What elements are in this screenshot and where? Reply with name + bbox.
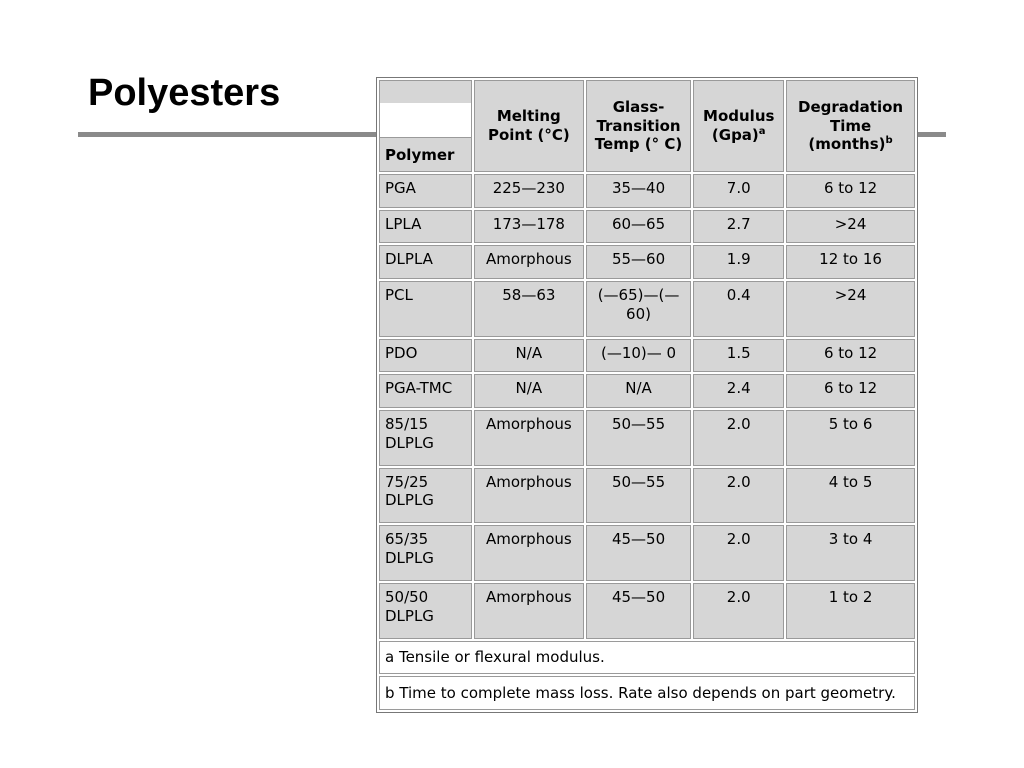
cell-melting: Amorphous (474, 245, 584, 279)
cell-melting: Amorphous (474, 583, 584, 639)
cell-melting: Amorphous (474, 410, 584, 466)
cell-melting: 173—178 (474, 210, 584, 244)
polyester-table-container (376, 77, 918, 713)
table-row (379, 174, 915, 208)
cell-modulus: 7.0 (693, 174, 784, 208)
header-glass-transition: Glass-Transition Temp (° C) (586, 80, 692, 172)
header-blank-cell (380, 103, 471, 138)
cell-glass: 35—40 (586, 174, 692, 208)
cell-polymer: PDO (379, 339, 472, 373)
cell-degradation: 3 to 4 (786, 525, 915, 581)
cell-melting: 225—230 (474, 174, 584, 208)
table-row (379, 525, 915, 581)
cell-modulus: 0.4 (693, 281, 784, 337)
header-degradation-time (786, 80, 915, 172)
cell-glass: 55—60 (586, 245, 692, 279)
cell-polymer: DLPLA (379, 245, 472, 279)
footnote-row (379, 641, 915, 675)
cell-degradation: 6 to 12 (786, 174, 915, 208)
slide-title: Polyesters (88, 72, 281, 114)
table-row (379, 245, 915, 279)
cell-polymer: 85/15 DLPLG (379, 410, 472, 466)
header-polymer (379, 80, 472, 172)
table-row (379, 281, 915, 337)
cell-glass: 45—50 (586, 583, 692, 639)
cell-degradation: >24 (786, 210, 915, 244)
cell-degradation: 4 to 5 (786, 468, 915, 524)
table-row (379, 468, 915, 524)
table-row (379, 410, 915, 466)
cell-polymer: 50/50 DLPLG (379, 583, 472, 639)
cell-polymer: 65/35 DLPLG (379, 525, 472, 581)
header-degradation-footnote: b (885, 135, 893, 147)
cell-melting: 58—63 (474, 281, 584, 337)
cell-glass: N/A (586, 374, 692, 408)
table-body (379, 174, 915, 710)
cell-melting: Amorphous (474, 525, 584, 581)
cell-degradation: >24 (786, 281, 915, 337)
header-modulus-footnote: a (758, 126, 766, 137)
cell-modulus: 1.5 (693, 339, 784, 373)
table-row (379, 583, 915, 639)
cell-modulus: 2.4 (693, 374, 784, 408)
cell-polymer: PCL (379, 281, 472, 337)
cell-degradation: 12 to 16 (786, 245, 915, 279)
header-degradation-label: Degradation Time (months) (798, 97, 904, 154)
cell-degradation: 1 to 2 (786, 583, 915, 639)
cell-melting: Amorphous (474, 468, 584, 524)
cell-glass: 45—50 (586, 525, 692, 581)
cell-glass: (—65)—(—60) (586, 281, 692, 337)
footnote-row (379, 676, 915, 710)
table-row (379, 374, 915, 408)
cell-polymer: PGA-TMC (379, 374, 472, 408)
cell-modulus: 2.0 (693, 410, 784, 466)
cell-glass: (—10)— 0 (586, 339, 692, 373)
cell-polymer: 75/25 DLPLG (379, 468, 472, 524)
polyester-properties-table (376, 77, 918, 713)
cell-modulus: 2.0 (693, 468, 784, 524)
cell-degradation: 6 to 12 (786, 339, 915, 373)
cell-polymer: PGA (379, 174, 472, 208)
header-melting-point: Melting Point (°C) (474, 80, 584, 172)
cell-glass: 50—55 (586, 468, 692, 524)
cell-degradation: 5 to 6 (786, 410, 915, 466)
header-modulus-label: Modulus (Gpa) (703, 107, 775, 144)
cell-modulus: 1.9 (693, 245, 784, 279)
cell-degradation: 6 to 12 (786, 374, 915, 408)
footnote-b: b Time to complete mass loss. Rate also depends on part geometry. (379, 676, 915, 710)
cell-modulus: 2.0 (693, 583, 784, 639)
header-polymer-label: Polymer (385, 146, 455, 165)
cell-glass: 60—65 (586, 210, 692, 244)
header-modulus (693, 80, 784, 172)
cell-modulus: 2.7 (693, 210, 784, 244)
cell-modulus: 2.0 (693, 525, 784, 581)
cell-melting: N/A (474, 339, 584, 373)
table-row (379, 339, 915, 373)
cell-glass: 50—55 (586, 410, 692, 466)
table-row (379, 210, 915, 244)
footnote-a: a Tensile or flexural modulus. (379, 641, 915, 675)
cell-polymer: LPLA (379, 210, 472, 244)
cell-melting: N/A (474, 374, 584, 408)
